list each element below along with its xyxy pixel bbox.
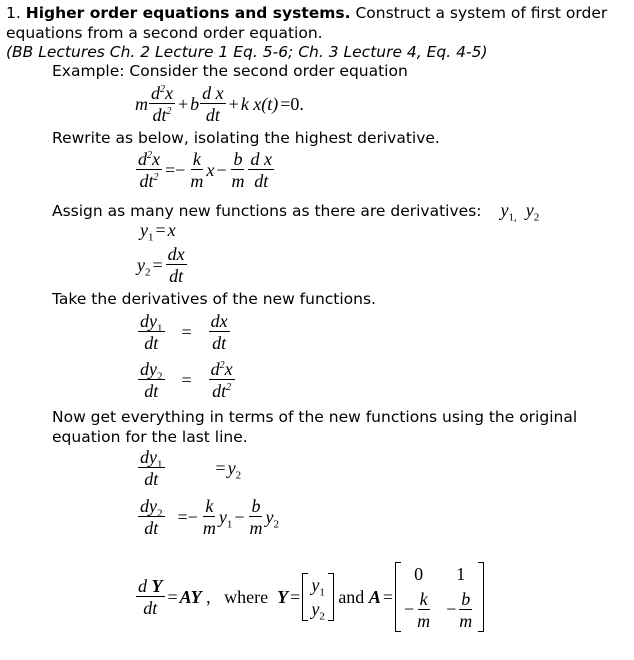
problem-title: Higher order equations and systems. [25, 4, 351, 22]
equation-dy2-final: $\frac{dy_2}{dt}$ =− $\frac{k}{m}$ $y_1$ − $\frac{b}{m}$ $y_2$ [140, 496, 279, 538]
problem-number: 1. [6, 4, 21, 22]
derivatives-text: Take the derivatives of the new functions. [52, 290, 376, 308]
problem-desc-line2: equations from a second order equation. [6, 24, 323, 42]
now-text-line1: Now get everything in terms of the new functions using the original [52, 408, 578, 426]
example-text: Example: Consider the second order equation [52, 62, 408, 80]
equation-dy1-dt: $\frac{dy_1}{dt}$ = $\frac{dx}{dt}$ [140, 311, 228, 353]
equation-y1-def: $y_1 = x$ [140, 220, 176, 244]
rewrite-text: Rewrite as below, isolating the highest derivative. [52, 129, 440, 147]
equation-dy1-final: $\frac{dy_1}{dt}$ = $y_2$ [140, 447, 242, 489]
equation-original: m $\frac{d^2x}{dt^2}$ + b $\frac{\text{d x}}{dt}$ + k x(t) =0. [135, 83, 304, 125]
equation-y2-def: $y_2$ = $\frac{dx}{dt}$ [137, 244, 185, 286]
equation-matrix-form: $\frac{\text{d Y}}{dt}$ = AY , where Y = $y_1$ $y_2$ and A = 0 − $\frac{k}{m}$ 1 − $\frac{b}{m}$ [135, 562, 484, 632]
now-text-line2: equation for the last line. [52, 428, 248, 446]
problem-desc-line1: Construct a system of first order [355, 4, 608, 22]
assign-text: Assign as many new functions as there are derivatives: $y_{1,}$ $y_2$ [52, 200, 540, 224]
equation-isolated: $\frac{d^2x}{dt^2}$ =− $\frac{k}{m}$ x − $\frac{b}{m}$ $\frac{\text{d x}}{dt}$ [138, 149, 272, 191]
equation-dy2-dt: $\frac{dy_2}{dt}$ = $\frac{d^2x}{dt^2}$ [140, 359, 233, 401]
reference-line: (BB Lectures Ch. 2 Lecture 1 Eq. 5-6; Ch. 3 Lecture 4, Eq. 4-5) [6, 43, 488, 61]
problem-heading [6, 3, 607, 23]
